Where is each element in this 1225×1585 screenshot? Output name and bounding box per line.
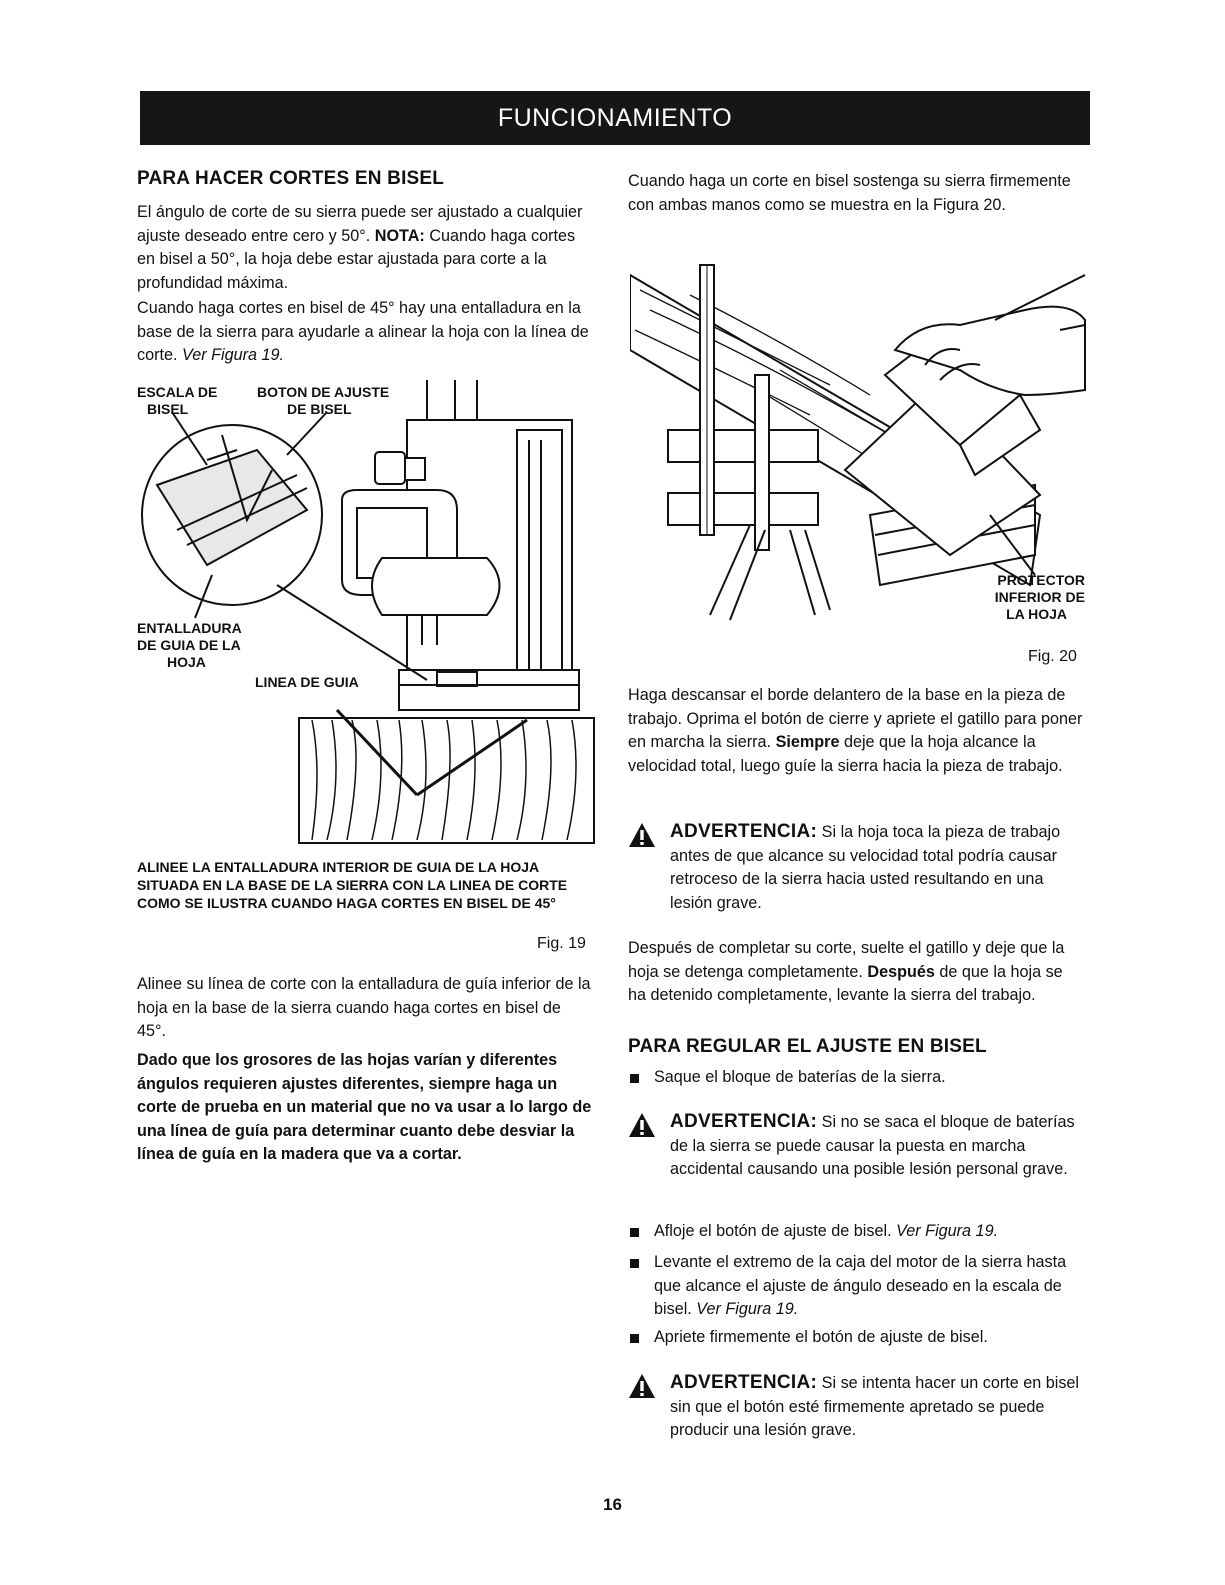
text: BOTON DE AJUSTE [257,384,390,400]
figure-20-label: Fig. 20 [1028,648,1077,665]
figure-reference: Ver Figura 19. [182,346,284,364]
paragraph-test-cut: Dado que los grosores de las hojas varían y diferentes ángulos requieren ajustes diferentes, siempre haga un corte de prueba en un material que no va usar a lo largo de una línea de guía para determinar cuanto debe desviar la línea de guía en la madera que va a cortar. [137,1051,592,1163]
bullet-icon [630,1259,639,1268]
warning-text: Si no se saca el bloque de baterías de la sierra se puede causar la puesta en marcha accidental causando una posible lesión personal grave. [670,1113,1075,1178]
text: DE GUIA DE LA [137,637,241,653]
warning-title: ADVERTENCIA: [670,821,818,842]
figure-20 [630,255,1090,665]
text: Afloje el botón de ajuste de bisel. [654,1222,892,1240]
list-item [628,1251,1083,1322]
text: deje que la hoja alcance la velocidad total, luego guíe la sierra hacia la pieza de trabajo. [628,733,1063,775]
list-item [628,1066,1083,1090]
paragraph-notch [137,297,592,368]
text: Cuando haga cortes en bisel de 45° hay una entalladura en la base de la sierra para ayudarle a alinear la hoja con la línea de corte. [137,299,589,364]
text: INFERIOR DE [994,589,1085,605]
figure-reference: Ver Figura 19. [696,1300,799,1318]
text: Saque el bloque de baterías de la sierra. [654,1068,946,1086]
warning-text: Si la hoja toca la pieza de trabajo antes de que alcance su velocidad total podría causar retroceso de la sierra hacia usted resultando en una lesión grave. [670,823,1061,912]
list-item [628,1220,1083,1244]
warning-accidental-start [628,1110,1088,1182]
paragraph-bevel-angle [137,201,592,295]
text: PROTECTOR [997,572,1085,588]
emphasis: Siempre [775,733,840,751]
figure-19-caption: ALINEE LA ENTALLADURA INTERIOR DE GUIA DE LA HOJA SITUADA EN LA BASE DE LA SIERRA CON LA LINEA DE CORTE COMO SE ILUSTRA CUANDO HAGA CORTES EN BISEL DE 45° [137,859,568,911]
warning-triangle-icon [628,822,656,848]
label-bevel-scale [137,384,217,418]
text: El ángulo de corte de su sierra puede ser ajustado a cualquier ajuste deseado entre cero y 50°. [137,203,583,245]
warning-text: Si se intenta hacer un corte en bisel sin que el botón esté firmemente apretado se puede producir una lesión grave. [670,1374,1080,1439]
paragraph-align-cut: Alinee su línea de corte con la entalladura de guía inferior de la hoja en la base de la sierra cuando haga cortes en bisel de 45°. [137,975,591,1040]
text: ESCALA DE [137,384,218,400]
text: DE BISEL [287,401,352,417]
text: Levante el extremo de la caja del motor de la sierra hasta que alcance el ajuste de ángulo deseado en la escala de bisel. [654,1253,1067,1318]
page-number: 16 [603,1495,622,1514]
text: ENTALLADURA [137,620,242,636]
text: LA HOJA [1006,606,1067,622]
paragraph-hold-saw: Cuando haga un corte en bisel sostenga su sierra firmemente con ambas manos como se muestra en la Figura 20. [628,172,1071,214]
paragraph-start-saw [628,684,1083,778]
saw-bevel-illustration [137,380,597,850]
text: Cuando haga cortes en bisel a 50°, la hoja debe estar ajustada para corte a la profundidad máxima. [137,226,576,292]
warning-loose-knob [628,1371,1088,1443]
label-bevel-knob [257,384,389,418]
text: Apriete firmemente el botón de ajuste de bisel. [654,1328,988,1346]
warning-title: ADVERTENCIA: [670,1372,818,1393]
heading-bevel-cuts: PARA HACER CORTES EN BISEL [137,168,445,189]
text: HOJA [167,654,206,670]
emphasis: Después [867,962,935,981]
label-blade-guide-notch [137,620,242,671]
figure-19-label: Fig. 19 [537,935,586,952]
text: de que la hoja se ha detenido completamente, levante la sierra del trabajo. [628,962,1063,1004]
paragraph-after-cut [628,937,1083,1008]
bullet-icon [630,1334,639,1343]
text: BISEL [147,401,189,417]
bullet-icon [630,1074,639,1083]
label-lower-blade-guard [985,572,1085,623]
note-label: NOTA: [374,226,425,245]
section-banner: FUNCIONAMIENTO [140,91,1090,145]
figure-19 [137,380,597,850]
label-guide-line: LINEA DE GUIA [255,674,359,690]
text: Después de completar su corte, suelte el gatillo y deje que la hoja se detenga completamente. [628,939,1065,981]
text: Haga descansar el borde delantero de la base en la pieza de trabajo. Oprima el botón de cierre y apriete el gatillo para poner en marcha la sierra. [628,686,1083,751]
warning-triangle-icon [628,1373,656,1399]
figure-reference: Ver Figura 19. [896,1222,999,1240]
list-item [628,1326,1083,1350]
warning-triangle-icon [628,1112,656,1138]
warning-kickback [628,820,1088,915]
heading-bevel-adjust: PARA REGULAR EL AJUSTE EN BISEL [628,1036,987,1057]
warning-title: ADVERTENCIA: [670,1111,818,1132]
bullet-icon [630,1228,639,1237]
